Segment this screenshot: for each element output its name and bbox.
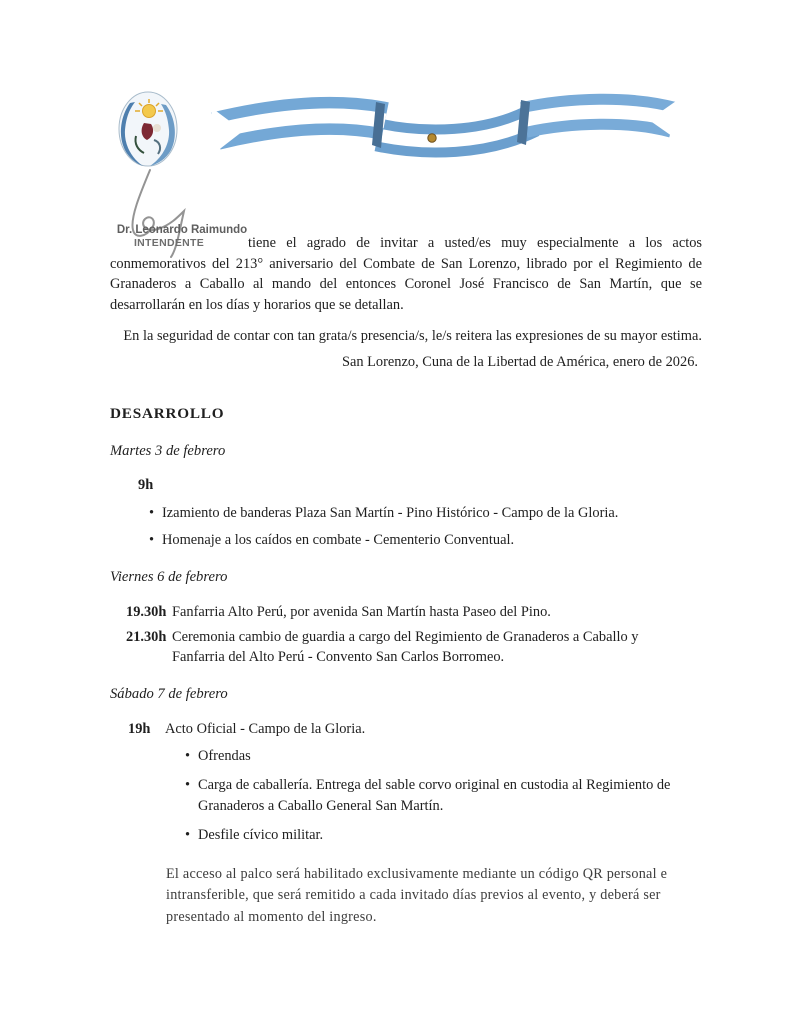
bullet-list-martes xyxy=(149,503,702,551)
schedule-text: Acto Oficial - Campo de la Gloria. xyxy=(165,721,366,737)
bullet-marker: • xyxy=(149,531,155,548)
schedule-row xyxy=(126,602,702,623)
list-item xyxy=(185,775,702,817)
day-label-martes: Martes 3 de febrero xyxy=(110,442,226,459)
list-item-text: Desfile cívico militar. xyxy=(198,826,324,843)
day-label-viernes: Viernes 6 de febrero xyxy=(110,568,228,585)
schedule-time: 21.30h xyxy=(126,628,167,645)
document-body xyxy=(110,233,702,928)
municipal-emblem-icon xyxy=(116,90,180,168)
dateline: San Lorenzo, Cuna de la Libertad de América, enero de 2026. xyxy=(341,353,698,370)
schedule-text: Ceremonia cambio de guardia a cargo del Regimiento de Granaderos a Caballo y Fanfarria del Alto Perú - Convento San Carlos Borromeo. xyxy=(172,628,639,665)
bullet-list-sabado xyxy=(185,746,702,846)
signer-name: Dr. Leonardo Raimundo xyxy=(116,224,248,236)
schedule-row xyxy=(126,627,702,668)
intro-paragraph: tiene el agrado de invitar a usted/es muy especialmente a los actos conmemorativos del 213° aniversario del Combate de San Lorenzo, librado por el Regimiento de Granaderos a Caballo al mando del entonces Coronel José Francisco de San Martín, que se desarrollarán en los días y horarios que se detallan. xyxy=(110,235,702,313)
schedule-text: Fanfarria Alto Perú, por avenida San Martín hasta Paseo del Pino. xyxy=(172,604,551,620)
list-item-text: Izamiento de banderas Plaza San Martín - Pino Histórico - Campo de la Gloria. xyxy=(162,504,619,521)
list-item-text: Ofrendas xyxy=(198,747,251,764)
list-item xyxy=(149,503,702,524)
list-item-text: Carga de caballería. Entrega del sable corvo original en custodia al Regimiento de Granaderos a Caballo General San Martín. xyxy=(198,776,671,814)
schedule-time: 19.30h xyxy=(126,604,167,620)
bullet-marker: • xyxy=(185,826,191,843)
list-item xyxy=(149,530,702,551)
courtesy-paragraph: En la seguridad de contar con tan grata/s presencia/s, le/s reitera las expresiones de su mayor estima. xyxy=(123,328,702,344)
bullet-marker: • xyxy=(185,776,191,793)
schedule-time: 19h xyxy=(128,721,151,737)
time-label-9h: 9h xyxy=(138,477,154,493)
argentine-flag-ribbon-icon xyxy=(210,88,680,173)
bullet-marker: • xyxy=(185,747,191,764)
day-label-sabado: Sábado 7 de febrero xyxy=(110,685,228,702)
schedule-row xyxy=(128,719,702,740)
list-item xyxy=(185,746,702,767)
qr-access-notice: El acceso al palco será habilitado exclusivamente mediante un código QR personal e intransferible, que será remitido a cada invitado días previos al evento, y deberá ser presentado al momento del ingreso. xyxy=(166,865,668,925)
program-heading: DESARROLLO xyxy=(110,405,225,422)
bullet-marker: • xyxy=(149,504,155,521)
signer-title: INTENDENTE xyxy=(133,237,205,249)
list-item-text: Homenaje a los caídos en combate - Cementerio Conventual. xyxy=(162,531,515,548)
list-item xyxy=(185,825,702,846)
